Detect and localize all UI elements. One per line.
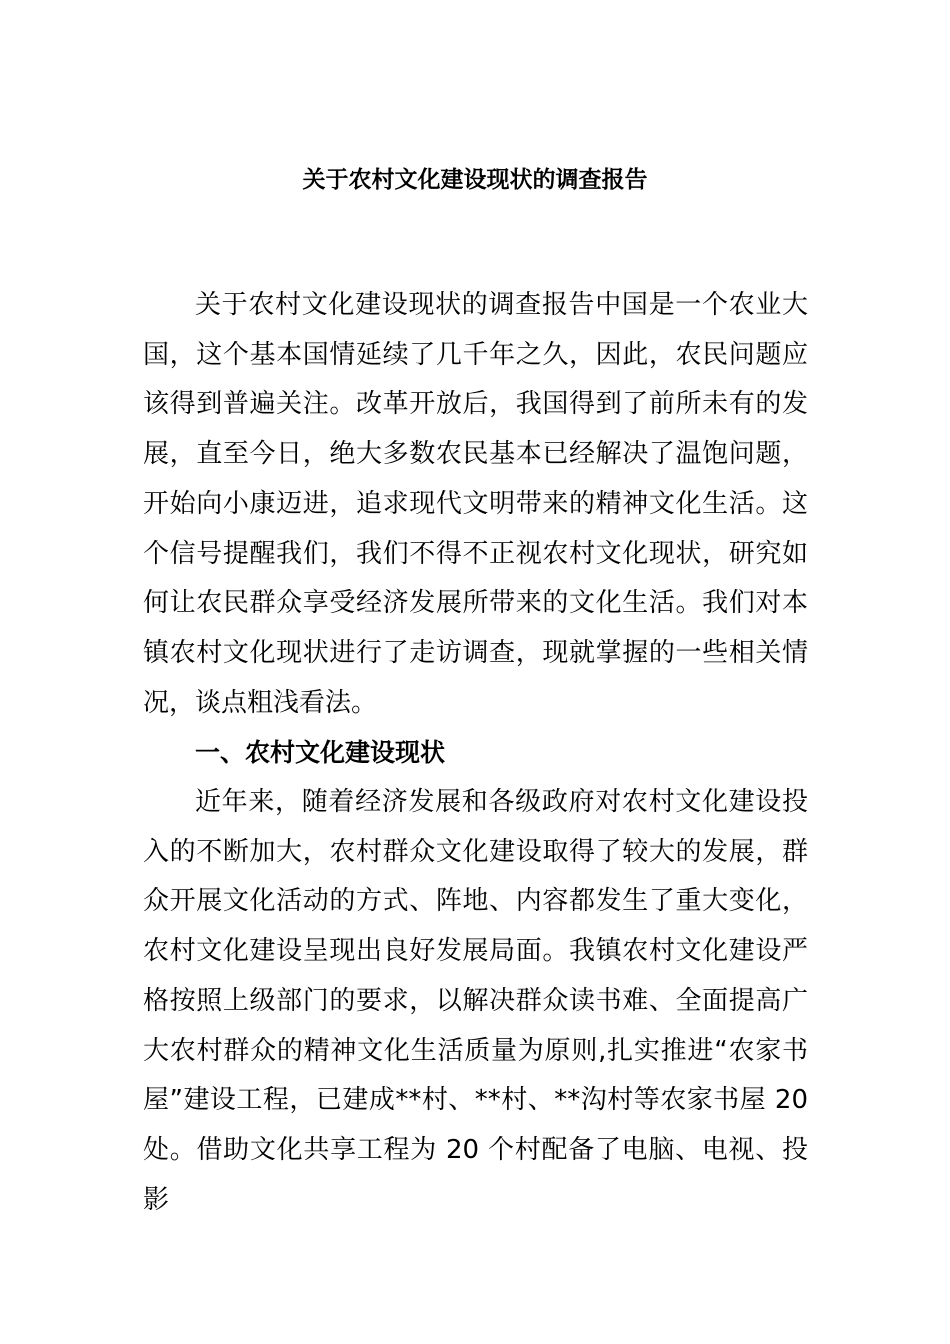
- document-body: [143, 281, 808, 1225]
- section-paragraph: 近年来，随着经济发展和各级政府对农村文化建设投入的不断加大，农村群众文化建设取得了较大的发展，群众开展文化活动的方式、阵地、内容都发生了重大变化，农村文化建设呈现出良好发展局面。我镇农村文化建设严格按照上级部门的要求，以解决群众读书难、全面提高广大农村群众的精神文化生活质量为原则,扎实推进“农家书屋”建设工程，已建成**村、**村、**沟村等农家书屋 20处。借助文化共享工程为 20 个村配备了电脑、电视、投影: [143, 787, 808, 1215]
- intro-paragraph: 关于农村文化建设现状的调查报告中国是一个农业大国，这个基本国情延续了几千年之久，因此，农民问题应该得到普遍关注。改革开放后，我国得到了前所未有的发展，直至今日，绝大多数农民基本已经解决了温饱问题，开始向小康迈进，追求现代文明带来的精神文化生活。这个信号提醒我们，我们不得不正视农村文化现状，研究如何让农民群众享受经济发展所带来的文化生活。我们对本镇农村文化现状进行了走访调查，现就掌握的一些相关情况，谈点粗浅看法。: [143, 290, 808, 718]
- document-title: 关于农村文化建设现状的调查报告: [302, 167, 648, 193]
- section-heading: 一、农村文化建设现状: [195, 738, 446, 768]
